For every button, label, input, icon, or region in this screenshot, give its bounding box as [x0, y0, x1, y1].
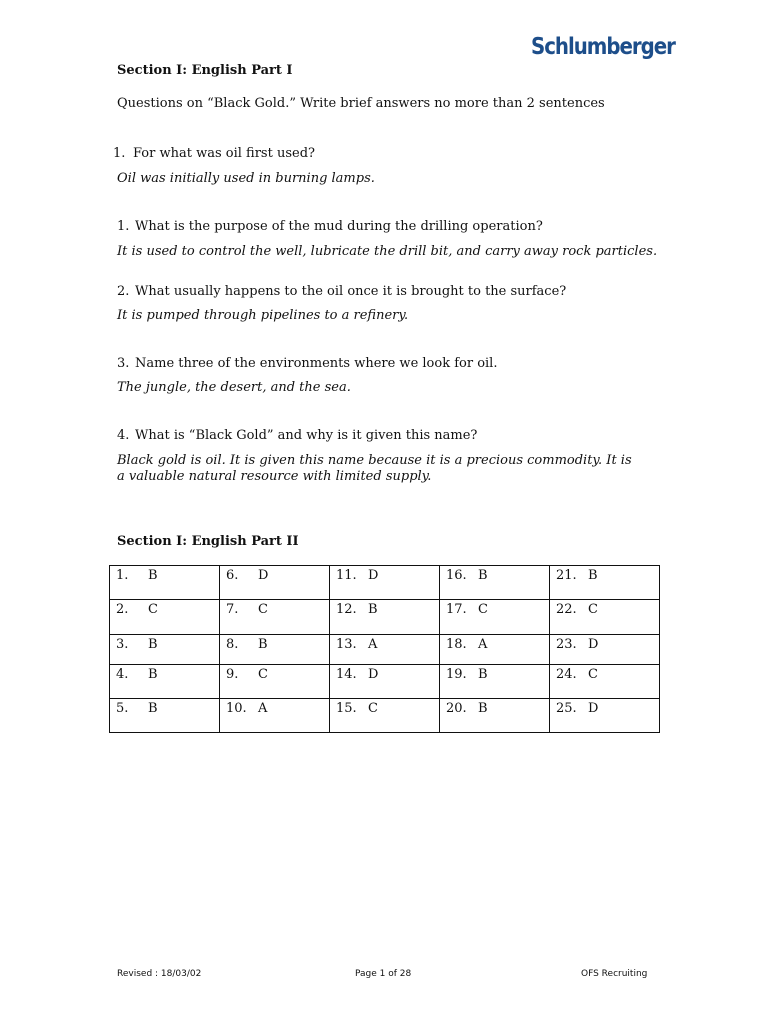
footer-page-number: Page 1 of 28: [355, 969, 412, 979]
item-answer: A: [368, 637, 378, 652]
table-cell: [330, 665, 440, 699]
table-cell: [110, 566, 220, 600]
table-cell: [440, 635, 550, 665]
question: [117, 284, 566, 300]
item-answer: B: [148, 701, 158, 716]
question-text: For what was oil first used?: [133, 146, 315, 161]
item-number: 7.: [226, 602, 239, 617]
item-answer: B: [148, 568, 158, 583]
item-answer: C: [368, 701, 378, 716]
table-cell: [220, 635, 330, 665]
item-answer: B: [258, 637, 268, 652]
answer-text: Oil was initially used in burning lamps.: [117, 171, 375, 186]
table-cell: [220, 665, 330, 699]
item-number: 23.: [556, 637, 577, 652]
table-cell: [220, 566, 330, 600]
item-number: 9.: [226, 667, 239, 682]
item-answer: C: [258, 602, 268, 617]
item-answer: B: [588, 568, 598, 583]
table-cell: [330, 566, 440, 600]
item-number: 1.: [116, 568, 129, 583]
item-number: 13.: [336, 637, 357, 652]
item-answer: A: [258, 701, 268, 716]
question-number: 1.: [117, 219, 130, 234]
item-number: 12.: [336, 602, 357, 617]
item-answer: D: [588, 637, 599, 652]
item-number: 5.: [116, 701, 129, 716]
table-row: [110, 699, 660, 733]
item-answer: C: [478, 602, 488, 617]
footer-revised: Revised : 18/03/02: [117, 969, 202, 979]
question-text: What is “Black Gold” and why is it given this name?: [135, 428, 478, 443]
item-number: 2.: [116, 602, 129, 617]
item-number: 20.: [446, 701, 467, 716]
answer-text: It is used to control the well, lubricate the drill bit, and carry away rock particles.: [117, 244, 658, 259]
company-logo: Schlumberger: [531, 34, 675, 60]
item-answer: D: [368, 667, 379, 682]
item-number: 16.: [446, 568, 467, 583]
item-answer: C: [588, 602, 598, 617]
question: [113, 146, 315, 162]
table-cell: [550, 665, 660, 699]
item-answer: B: [148, 667, 158, 682]
question-number: 3.: [117, 356, 130, 371]
item-number: 19.: [446, 667, 467, 682]
item-answer: D: [588, 701, 599, 716]
item-answer: C: [148, 602, 158, 617]
item-answer: B: [478, 701, 488, 716]
item-answer: B: [478, 568, 488, 583]
table-cell: [330, 699, 440, 733]
item-number: 21.: [556, 568, 577, 583]
question-text: What is the purpose of the mud during the drilling operation?: [135, 219, 543, 234]
table-cell: [220, 600, 330, 635]
table-cell: [110, 635, 220, 665]
item-answer: D: [368, 568, 379, 583]
table-row: [110, 635, 660, 665]
item-answer: A: [478, 637, 488, 652]
part1-heading: Section I: English Part I: [117, 63, 293, 78]
question: [117, 428, 477, 444]
item-number: 8.: [226, 637, 239, 652]
item-number: 22.: [556, 602, 577, 617]
question: [117, 219, 543, 235]
table-cell: [550, 699, 660, 733]
question-number: 4.: [117, 428, 130, 443]
item-number: 14.: [336, 667, 357, 682]
table-cell: [440, 566, 550, 600]
table-row: [110, 600, 660, 635]
footer-department: OFS Recruiting: [581, 969, 648, 979]
table-cell: [550, 566, 660, 600]
item-answer: C: [588, 667, 598, 682]
answer-text: Black gold is oil. It is given this name because it is a precious commodity. It is a valuable natural resource with limited supply.: [117, 453, 632, 484]
table-cell: [110, 665, 220, 699]
answer-text: The jungle, the desert, and the sea.: [117, 380, 351, 395]
item-number: 18.: [446, 637, 467, 652]
question: [117, 356, 497, 372]
item-number: 10.: [226, 701, 247, 716]
item-number: 4.: [116, 667, 129, 682]
table-cell: [550, 600, 660, 635]
item-number: 3.: [116, 637, 129, 652]
table-cell: [440, 600, 550, 635]
question-number: 2.: [117, 284, 130, 299]
item-number: 6.: [226, 568, 239, 583]
item-number: 25.: [556, 701, 577, 716]
table-row: [110, 665, 660, 699]
part2-heading: Section I: English Part II: [117, 534, 299, 549]
table-cell: [440, 665, 550, 699]
table-row: [110, 566, 660, 600]
item-answer: D: [258, 568, 269, 583]
answer-text: It is pumped through pipelines to a refinery.: [117, 308, 409, 323]
item-answer: B: [148, 637, 158, 652]
item-number: 11.: [336, 568, 357, 583]
part1-instructions: Questions on “Black Gold.” Write brief answers no more than 2 sentences: [117, 96, 605, 111]
table-cell: [110, 699, 220, 733]
answer-key-table: [109, 565, 660, 733]
table-cell: [220, 699, 330, 733]
item-number: 17.: [446, 602, 467, 617]
table-cell: [440, 699, 550, 733]
item-answer: B: [478, 667, 488, 682]
table-cell: [550, 635, 660, 665]
item-answer: B: [368, 602, 378, 617]
item-number: 24.: [556, 667, 577, 682]
item-answer: C: [258, 667, 268, 682]
question-number: 1.: [113, 146, 126, 161]
question-text: What usually happens to the oil once it is brought to the surface?: [135, 284, 567, 299]
table-cell: [330, 600, 440, 635]
item-number: 15.: [336, 701, 357, 716]
table-cell: [330, 635, 440, 665]
question-text: Name three of the environments where we look for oil.: [135, 356, 498, 371]
table-cell: [110, 600, 220, 635]
